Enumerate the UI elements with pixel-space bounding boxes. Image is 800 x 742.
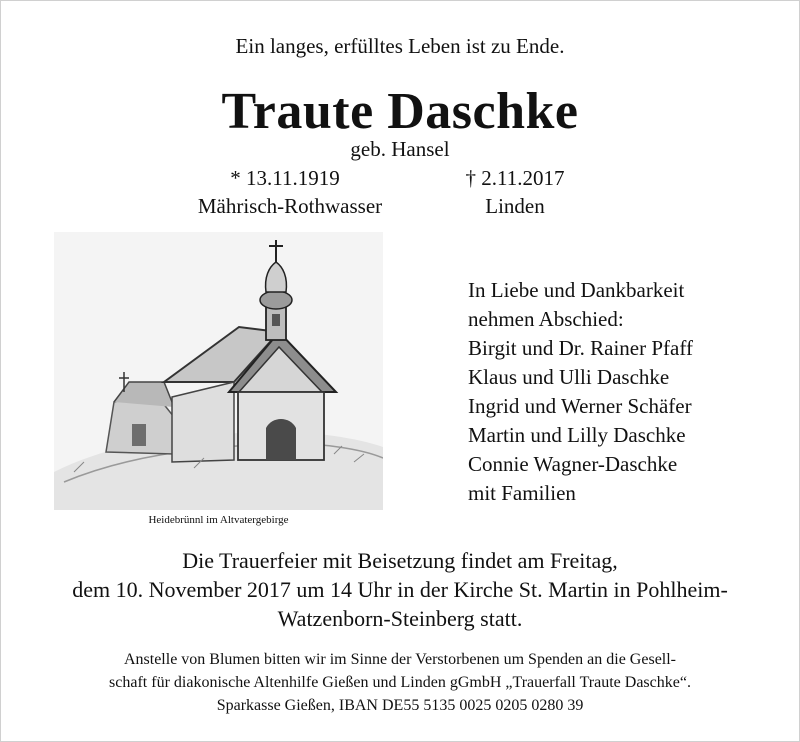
mourner-name: Ingrid und Werner Schäfer <box>468 394 692 418</box>
death-place: Linden <box>485 194 545 218</box>
mourners-line: mit Familien <box>468 481 576 505</box>
birth-date: * 13.11.1919 <box>230 166 340 190</box>
donation-line: schaft für diakonische Altenhilfe Gießen und Linden gGmbH „Trauerfall Traute Daschke“. <box>109 674 691 691</box>
mourners-line: nehmen Abschied: <box>468 307 624 331</box>
mourners-line: In Liebe und Dankbarkeit <box>468 278 685 302</box>
death-date: † 2.11.2017 <box>465 166 565 190</box>
service-announcement <box>0 546 800 633</box>
service-line: dem 10. November 2017 um 14 Uhr in der Kirche St. Martin in Pohlheim- <box>72 577 728 602</box>
intro-line: Ein langes, erfülltes Leben ist zu Ende. <box>235 34 565 58</box>
birth-place: Mährisch-Rothwasser <box>197 194 383 218</box>
deceased-name: Traute Daschke <box>221 83 579 140</box>
mourner-name: Connie Wagner-Daschke <box>468 452 678 476</box>
service-line: Watzenborn-Steinberg statt. <box>277 606 523 631</box>
image-caption: Heidebrünnl im Altvatergebirge <box>148 514 289 526</box>
mourners-list <box>468 276 693 508</box>
chapel-sketch-image <box>54 232 383 510</box>
mourner-name: Birgit und Dr. Rainer Pfaff <box>468 336 693 360</box>
maiden-name: geb. Hansel <box>350 137 450 161</box>
mourner-name: Martin und Lilly Daschke <box>468 423 686 447</box>
mourner-name: Klaus und Ulli Daschke <box>468 365 670 389</box>
service-line: Die Trauerfeier mit Beisetzung findet am Freitag, <box>182 548 618 573</box>
donation-line: Sparkasse Gießen, IBAN DE55 5135 0025 0205 0280 39 <box>216 697 584 714</box>
donation-request <box>0 648 800 717</box>
donation-line: Anstelle von Blumen bitten wir im Sinne der Verstorbenen um Spenden an die Gesell- <box>123 651 677 668</box>
